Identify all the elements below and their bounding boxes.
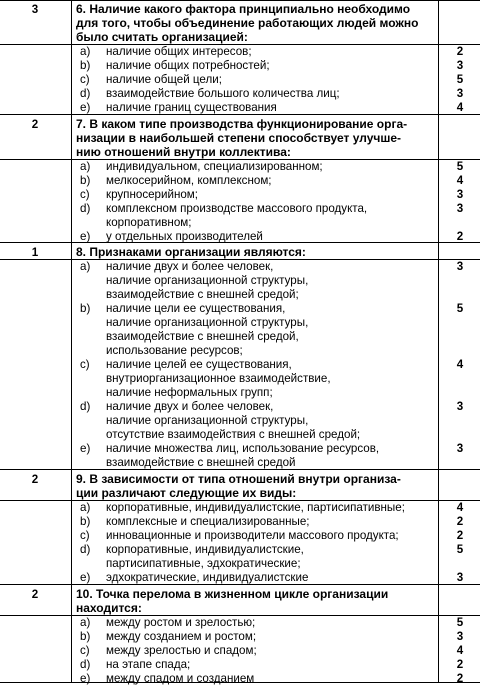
- option-text: наличие множества лиц, использование ресурсов,: [106, 442, 380, 455]
- option-score: 5: [456, 302, 464, 315]
- option-text: взаимодействие большого количества лиц;: [106, 87, 340, 100]
- option-letter: c): [80, 73, 90, 86]
- option-score: 2: [456, 658, 464, 671]
- question-text: 7. В каком типе производства функционирование орга-: [76, 117, 408, 131]
- option-text: наличие общих интересов;: [106, 45, 252, 58]
- option-score: 5: [456, 543, 464, 556]
- option-text: взаимодействие с внешней средой: [106, 456, 296, 469]
- option-text: индивидуальном, специализированном;: [106, 160, 323, 173]
- option-score: 3: [456, 571, 464, 584]
- option-score: 4: [456, 358, 464, 371]
- block-border: [0, 469, 480, 470]
- question-weight: 2: [31, 118, 39, 131]
- question-text: было считать организацией:: [76, 30, 248, 44]
- option-text: взаимодействие с внешней средой;: [106, 288, 299, 301]
- question-weight: 1: [31, 246, 39, 259]
- option-letter: a): [80, 616, 91, 629]
- option-letter: d): [80, 87, 91, 100]
- option-text: мелкосерийном, комплексном;: [106, 174, 272, 187]
- option-text: партисипативные, эдхократические;: [106, 557, 301, 570]
- option-text: комплексном производстве массового продукта,: [106, 202, 368, 215]
- option-letter: c): [80, 358, 90, 371]
- option-letter: d): [80, 658, 91, 671]
- option-score: 5: [456, 160, 464, 173]
- option-letter: e): [80, 672, 91, 685]
- option-text: наличие общей цели;: [106, 73, 222, 86]
- option-score: 3: [456, 87, 464, 100]
- option-letter: c): [80, 188, 90, 201]
- option-score: 3: [456, 188, 464, 201]
- option-letter: c): [80, 529, 90, 542]
- question-text: 10. Точка перелома в жизненном цикле организации: [76, 587, 389, 601]
- option-letter: d): [80, 543, 91, 556]
- option-text: наличие цели ее существования,: [106, 302, 286, 315]
- option-score: 4: [456, 101, 464, 114]
- question-text: 6. Наличие какого фактора принципиально необходимо: [76, 2, 411, 16]
- option-letter: d): [80, 400, 91, 413]
- option-score: 4: [456, 174, 464, 187]
- option-letter: b): [80, 630, 91, 643]
- option-letter: b): [80, 59, 91, 72]
- option-score: 3: [456, 630, 464, 643]
- option-letter: b): [80, 302, 91, 315]
- option-letter: a): [80, 260, 91, 273]
- option-text: между ростом и зрелостью;: [106, 616, 256, 629]
- question-weight: 3: [31, 3, 39, 16]
- option-text: взаимодействие с внешней средой,: [106, 330, 299, 343]
- block-border: [0, 114, 480, 115]
- block-border: [0, 242, 480, 243]
- option-text: наличие неформальных групп;: [106, 386, 273, 399]
- option-text: наличие границ существования: [106, 101, 277, 114]
- option-text: на этапе спада;: [106, 658, 191, 671]
- option-letter: e): [80, 101, 91, 114]
- option-letter: e): [80, 230, 91, 243]
- option-letter: b): [80, 515, 91, 528]
- option-score: 3: [456, 260, 464, 273]
- option-letter: a): [80, 45, 91, 58]
- option-letter: e): [80, 442, 91, 455]
- question-text: находится:: [76, 601, 142, 615]
- question-text: 9. В зависимости от типа отношений внутри организа-: [76, 472, 401, 486]
- option-letter: a): [80, 501, 91, 514]
- option-text: комплексные и специализированные;: [106, 515, 310, 528]
- option-letter: b): [80, 174, 91, 187]
- option-score: 2: [456, 45, 464, 58]
- option-letter: e): [80, 571, 91, 584]
- option-text: наличие организационной структуры,: [106, 316, 309, 329]
- block-border: [0, 584, 480, 585]
- option-score: 3: [456, 59, 464, 72]
- option-text: внутриорганизационное взаимодействие,: [106, 372, 331, 385]
- option-score: 3: [456, 442, 464, 455]
- option-text: между спадом и созданием: [106, 672, 255, 685]
- option-score: 4: [456, 644, 464, 657]
- option-text: наличие организационной структуры,: [106, 414, 309, 427]
- option-text: эдхократические, индивидуалистские: [106, 571, 309, 584]
- question-weight: 2: [31, 473, 39, 486]
- block-border: [0, 0, 480, 1]
- question-text: низации в наибольшей степени способствует улучше-: [76, 131, 402, 145]
- option-score: 5: [456, 73, 464, 86]
- option-text: у отдельных производителей: [106, 230, 263, 243]
- option-text: крупносерийном;: [106, 188, 199, 201]
- option-text: наличие общих потребностей;: [106, 59, 270, 72]
- option-score: 2: [456, 672, 464, 685]
- option-text: наличие организационной структуры,: [106, 274, 309, 287]
- weight-column-border: [71, 0, 72, 683]
- option-text: корпоративные, индивидуалистские,: [106, 543, 304, 556]
- option-score: 3: [456, 202, 464, 215]
- option-text: наличие двух и более человек,: [106, 400, 274, 413]
- option-text: между зрелостью и спадом;: [106, 644, 257, 657]
- option-text: корпоративном;: [106, 216, 192, 229]
- option-text: между созданием и ростом;: [106, 630, 257, 643]
- option-letter: c): [80, 644, 90, 657]
- question-text: 8. Признаками организации являются:: [76, 245, 306, 259]
- question-text: нию отношений внутри коллектива:: [76, 145, 291, 159]
- option-text: использование ресурсов;: [106, 344, 243, 357]
- option-text: наличие двух и более человек,: [106, 260, 274, 273]
- option-text: инновационные и производители массового продукта;: [106, 529, 399, 542]
- question-text: для того, чтобы объединение работающих людей можно: [76, 16, 419, 30]
- option-letter: a): [80, 160, 91, 173]
- option-text: корпоративные, индивидуалистские, партисипативные;: [106, 501, 405, 514]
- option-text: наличие целей ее существования,: [106, 358, 292, 371]
- option-score: 2: [456, 515, 464, 528]
- option-score: 5: [456, 616, 464, 629]
- option-text: отсутствие взаимодействия с внешней средой;: [106, 428, 361, 441]
- question-weight: 2: [31, 588, 39, 601]
- question-text: ции различают следующие их виды:: [76, 486, 297, 500]
- option-score: 3: [456, 400, 464, 413]
- option-score: 2: [456, 529, 464, 542]
- score-column-border: [438, 0, 439, 683]
- option-score: 2: [456, 230, 464, 243]
- option-letter: d): [80, 202, 91, 215]
- option-score: 4: [456, 501, 464, 514]
